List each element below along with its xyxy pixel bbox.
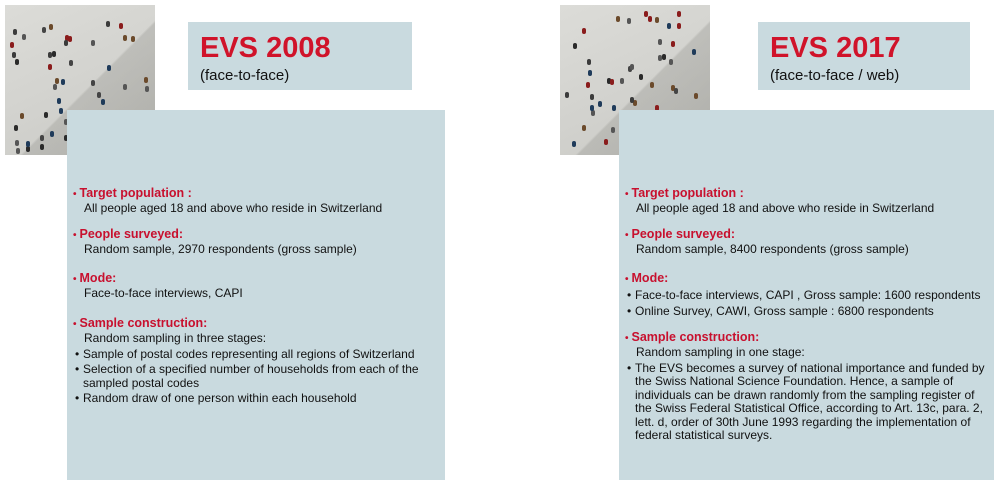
person-figure <box>26 141 30 147</box>
section-mode-right <box>625 271 986 318</box>
mode-heading-left: Mode: <box>79 271 117 285</box>
person-figure <box>22 34 26 40</box>
person-figure <box>20 113 24 119</box>
person-figure <box>53 84 57 90</box>
bullet: • <box>73 319 77 330</box>
person-figure <box>630 64 634 70</box>
person-figure <box>588 70 592 76</box>
bullet: • <box>625 230 629 241</box>
surveyed-heading-left: People surveyed: <box>79 227 184 241</box>
person-figure <box>692 49 696 55</box>
person-figure <box>627 18 631 24</box>
subtitle-left: (face-to-face) <box>200 67 290 84</box>
person-figure <box>648 16 652 22</box>
person-figure <box>144 77 148 83</box>
person-figure <box>610 79 614 85</box>
sample-heading-left: Sample construction: <box>79 316 208 330</box>
sample-heading-right: Sample construction: <box>631 330 760 344</box>
sample-bullet-right: • The EVS becomes a survey of national importance and funded by the Swiss National Science Foundation. Hence, a sample of individuals can be drawn randomly from the sampling register of the Swiss Federal Statistical Office, according to Art. 13c, para. 2, lett. d, order of 30th June 1993 regarding the implementation of federal statistical surveys. <box>627 360 985 442</box>
person-figure <box>572 141 576 147</box>
sample-bullet-left: • Selection of a specified number of households from each of the sampled postal codes <box>75 362 419 390</box>
bullet: • <box>625 333 629 344</box>
person-figure <box>131 36 135 42</box>
sample-intro-left: Random sampling in three stages: <box>84 331 267 345</box>
title-right: EVS 2017 <box>770 32 901 64</box>
mode-bullet-right: • Online Survey, CAWI, Gross sample : 6800 respondents <box>627 303 934 318</box>
person-figure <box>586 82 590 88</box>
surveyed-heading-right: People surveyed: <box>631 227 736 241</box>
target-text-right: All people aged 18 and above who reside in Switzerland <box>636 201 935 215</box>
person-figure <box>612 105 616 111</box>
person-figure <box>620 78 624 84</box>
section-target-right <box>625 186 986 216</box>
surveyed-text-right: Random sample, 8400 respondents (gross sample) <box>636 242 909 256</box>
bullet: • <box>73 189 77 200</box>
person-figure <box>40 144 44 150</box>
mode-heading-right: Mode: <box>631 271 669 285</box>
person-figure <box>123 35 127 41</box>
person-figure <box>587 59 591 65</box>
section-surveyed-right <box>625 227 986 257</box>
section-surveyed-left <box>73 227 437 257</box>
person-figure <box>91 80 95 86</box>
person-figure <box>658 55 662 61</box>
person-figure <box>639 74 643 80</box>
person-figure <box>694 93 698 99</box>
mode-bullet-right: • Face-to-face interviews, CAPI , Gross sample: 1600 respondents <box>627 288 981 302</box>
person-figure <box>101 99 105 105</box>
bullet: • <box>73 230 77 241</box>
person-figure <box>49 24 53 30</box>
title-left: EVS 2008 <box>200 32 331 64</box>
person-figure <box>59 108 63 114</box>
sample-bullet-left: • Random draw of one person within each household <box>75 391 357 405</box>
bullet: • <box>73 274 77 285</box>
person-figure <box>598 101 602 107</box>
person-figure <box>61 79 65 85</box>
person-figure <box>55 78 59 84</box>
sample-intro-right: Random sampling in one stage: <box>636 345 805 359</box>
person-figure <box>667 23 671 29</box>
section-sample-right <box>625 330 986 443</box>
person-figure <box>48 64 52 70</box>
person-figure <box>12 52 16 58</box>
person-figure <box>57 98 61 104</box>
bullet: • <box>625 189 629 200</box>
person-figure <box>10 42 14 48</box>
person-figure <box>40 135 44 141</box>
person-figure <box>590 105 594 111</box>
target-text-left: All people aged 18 and above who reside in Switzerland <box>84 201 383 215</box>
title-box-left <box>188 22 412 90</box>
person-figure <box>15 59 19 65</box>
subtitle-right: (face-to-face / web) <box>770 67 900 84</box>
person-figure <box>604 139 608 145</box>
person-figure <box>611 127 615 133</box>
content-panel-right <box>619 110 994 480</box>
person-figure <box>662 54 666 60</box>
section-sample-left <box>73 316 437 406</box>
person-figure <box>68 36 72 42</box>
person-figure <box>658 39 662 45</box>
person-figure <box>16 148 20 154</box>
person-figure <box>145 86 149 92</box>
target-heading-left: Target population : <box>79 186 192 200</box>
person-figure <box>616 16 620 22</box>
person-figure <box>674 88 678 94</box>
person-figure <box>677 23 681 29</box>
person-figure <box>630 97 634 103</box>
person-figure <box>582 28 586 34</box>
person-figure <box>669 59 673 65</box>
person-figure <box>13 29 17 35</box>
person-figure <box>64 40 68 46</box>
person-figure <box>106 21 110 27</box>
person-figure <box>14 125 18 131</box>
title-box-right <box>758 22 970 90</box>
person-figure <box>655 17 659 23</box>
section-target-left <box>73 186 437 216</box>
target-heading-right: Target population : <box>631 186 744 200</box>
person-figure <box>677 11 681 17</box>
person-figure <box>50 131 54 137</box>
person-figure <box>42 27 46 33</box>
surveyed-text-left: Random sample, 2970 respondents (gross sample) <box>84 242 357 256</box>
person-figure <box>650 82 654 88</box>
sample-bullet-left: • Sample of postal codes representing all regions of Switzerland <box>75 346 415 361</box>
mode-text-left: Face-to-face interviews, CAPI <box>84 286 243 300</box>
person-figure <box>582 125 586 131</box>
person-figure <box>44 112 48 118</box>
bullet: • <box>625 274 629 285</box>
person-figure <box>52 51 56 57</box>
section-mode-left <box>73 271 437 301</box>
person-figure <box>48 52 52 58</box>
content-panel-left <box>67 110 445 480</box>
